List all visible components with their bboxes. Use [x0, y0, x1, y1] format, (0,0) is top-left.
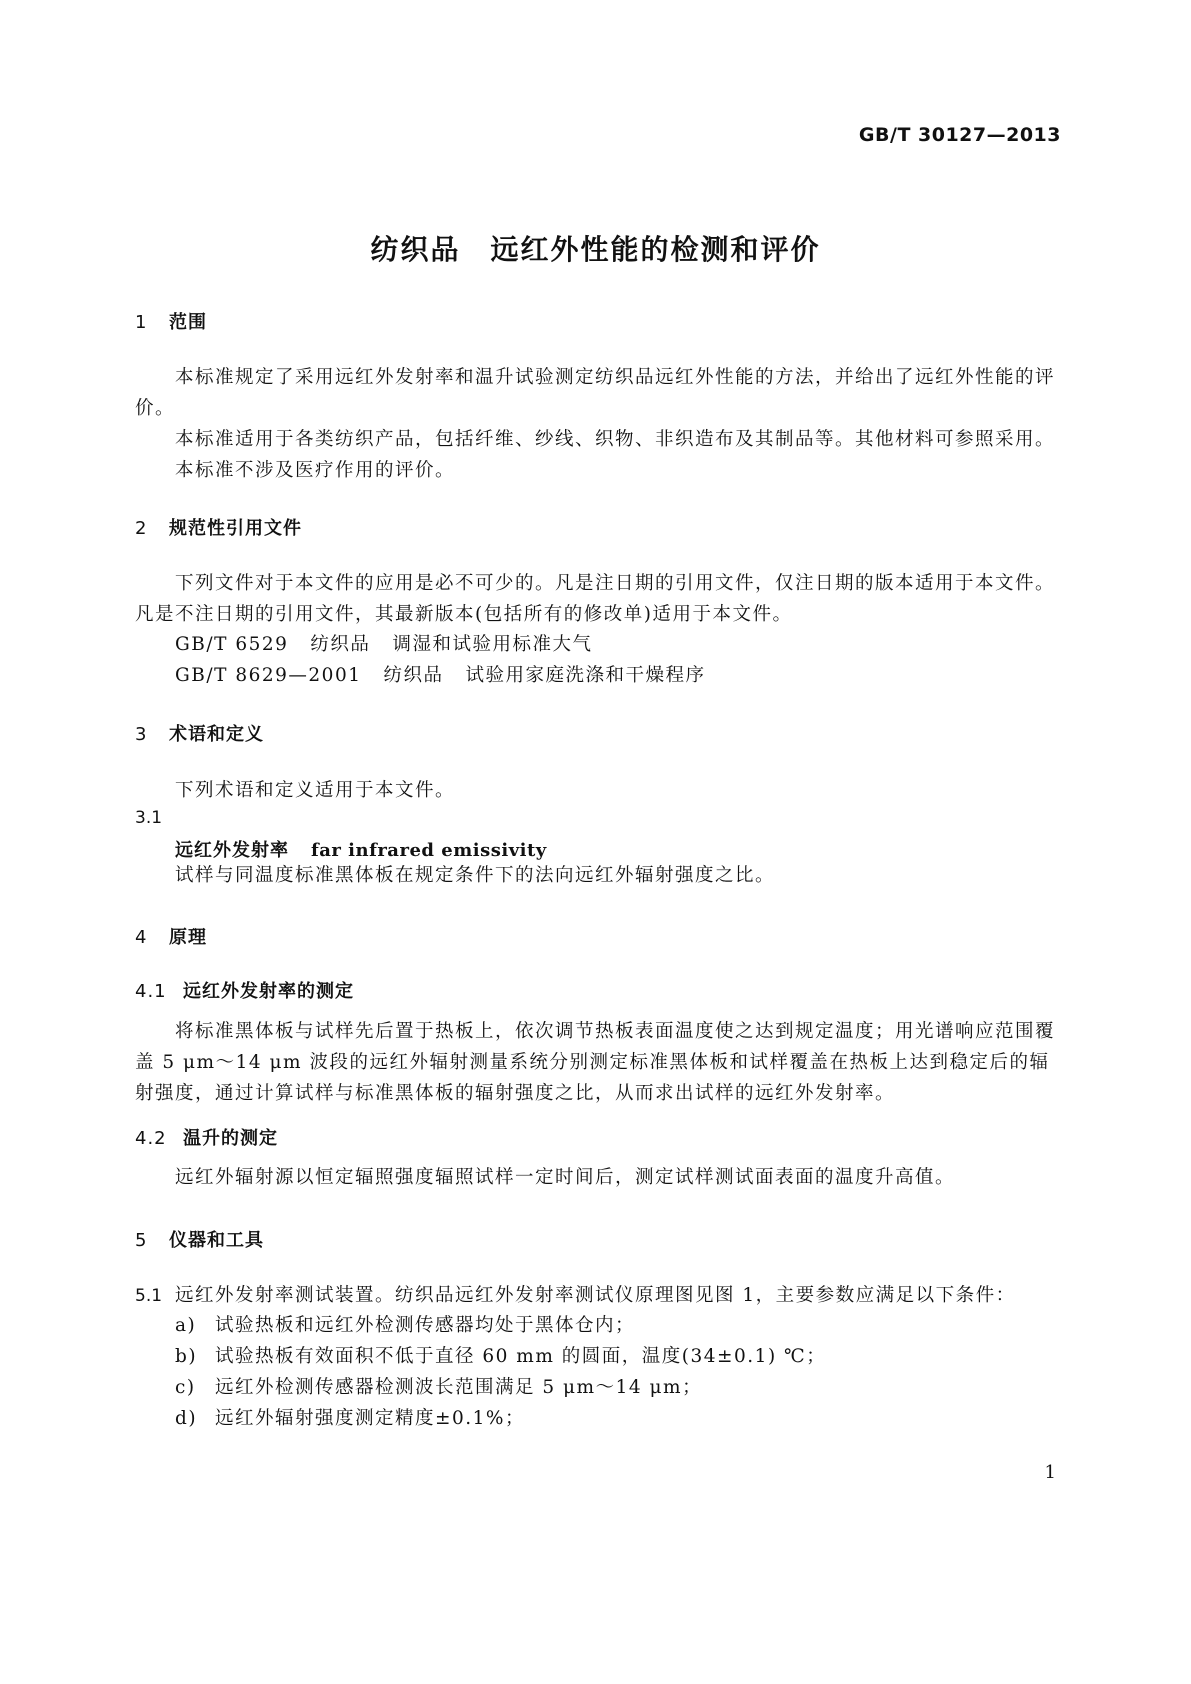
- list-item: [175, 1373, 702, 1399]
- section-3-heading: [135, 720, 264, 746]
- reference-title-part: 纺织品: [310, 634, 371, 655]
- section-1-heading: [135, 308, 207, 334]
- subsection-title: 远红外发射率的测定: [183, 981, 354, 1002]
- section-number: 4: [135, 927, 148, 948]
- subsection-number: 4.2: [135, 1128, 167, 1149]
- section-4-heading: [135, 923, 207, 949]
- list-text: 试验热板有效面积不低于直径 60 mm 的圆面，温度(34±0.1) ℃；: [215, 1346, 827, 1367]
- list-label: a): [175, 1315, 197, 1336]
- section-number: 5: [135, 1230, 148, 1251]
- s4-1-paragraph: 将标准黑体板与试样先后置于热板上，依次调节热板表面温度使之达到规定温度；用光谱响应范围覆盖 5 μm～14 μm 波段的远红外辐射测量系统分别测定标准黑体板和试样覆盖在热板上达到稳定后的辐射强度，通过计算试样与标准黑体板的辐射强度之比，从而求出试样的远红外发射率。: [135, 1021, 1056, 1104]
- page-number: 1: [1044, 1462, 1056, 1483]
- list-text: 试验热板和远红外检测传感器均处于黑体仓内；: [215, 1315, 636, 1336]
- normative-reference: [175, 661, 706, 687]
- reference-code: GB/T 8629—2001: [175, 665, 362, 686]
- reference-code: GB/T 6529: [175, 634, 289, 655]
- list-label: c): [175, 1377, 196, 1398]
- section-number: 3: [135, 724, 148, 745]
- document-title: 纺织品 远红外性能的检测和评价: [370, 233, 821, 266]
- list-item: [175, 1311, 635, 1337]
- s1-paragraph-2: 本标准适用于各类纺织产品，包括纤维、纱线、织物、非织造布及其制品等。其他材料可参照采用。: [175, 429, 1056, 450]
- section-title: 规范性引用文件: [169, 518, 302, 539]
- s4-2-paragraph: 远红外辐射源以恒定辐照强度辐照试样一定时间后，测定试样测试面表面的温度升高值。: [175, 1167, 956, 1188]
- section-title: 原理: [169, 927, 207, 948]
- reference-title-rest: 试验用家庭洗涤和干燥程序: [465, 665, 706, 686]
- section-number: 2: [135, 518, 148, 539]
- reference-title-rest: 调湿和试验用标准大气: [392, 634, 593, 655]
- list-item: [175, 1404, 525, 1430]
- list-text: 远红外检测传感器检测波长范围满足 5 μm～14 μm；: [215, 1377, 703, 1398]
- section-5-heading: [135, 1226, 264, 1252]
- subsection-title: 温升的测定: [183, 1128, 278, 1149]
- s5-1-paragraph: [135, 1280, 1016, 1312]
- section-title: 仪器和工具: [169, 1230, 264, 1251]
- term-english: far infrared emissivity: [311, 840, 547, 861]
- s2-paragraph-1: 下列文件对于本文件的应用是必不可少的。凡是注日期的引用文件，仅注日期的版本适用于本文件。凡是不注日期的引用文件，其最新版本(包括所有的修改单)适用于本文件。: [135, 573, 1056, 625]
- s3-paragraph-1: 下列术语和定义适用于本文件。: [175, 780, 456, 801]
- normative-reference: [175, 630, 592, 656]
- subsection-number: 5.1: [135, 1286, 163, 1306]
- term-number: 3.1: [135, 808, 163, 828]
- reference-title-part: 纺织品: [383, 665, 444, 686]
- term-chinese: 远红外发射率: [175, 840, 289, 861]
- section-2-heading: [135, 514, 302, 540]
- section-title: 术语和定义: [169, 724, 264, 745]
- subsection-text: 远红外发射率测试装置。纺织品远红外发射率测试仪原理图见图 1，主要参数应满足以下条件：: [175, 1285, 1016, 1306]
- standard-code: GB/T 30127—2013: [858, 124, 1061, 146]
- term-entry: [175, 836, 547, 862]
- list-label: d): [175, 1408, 198, 1429]
- s1-paragraph-3: 本标准不涉及医疗作用的评价。: [175, 460, 456, 481]
- subsection-4-1-heading: [135, 977, 354, 1003]
- subsection-number: 4.1: [135, 981, 167, 1002]
- list-text: 远红外辐射强度测定精度±0.1%；: [215, 1408, 526, 1429]
- section-title: 范围: [169, 312, 207, 333]
- section-number: 1: [135, 312, 148, 333]
- term-definition: 试样与同温度标准黑体板在规定条件下的法向远红外辐射强度之比。: [175, 865, 776, 886]
- subsection-4-2-heading: [135, 1124, 278, 1150]
- list-item: [175, 1342, 826, 1368]
- list-label: b): [175, 1346, 198, 1367]
- s1-paragraph-1: 本标准规定了采用远红外发射率和温升试验测定纺织品远红外性能的方法，并给出了远红外性能的评价。: [135, 367, 1056, 419]
